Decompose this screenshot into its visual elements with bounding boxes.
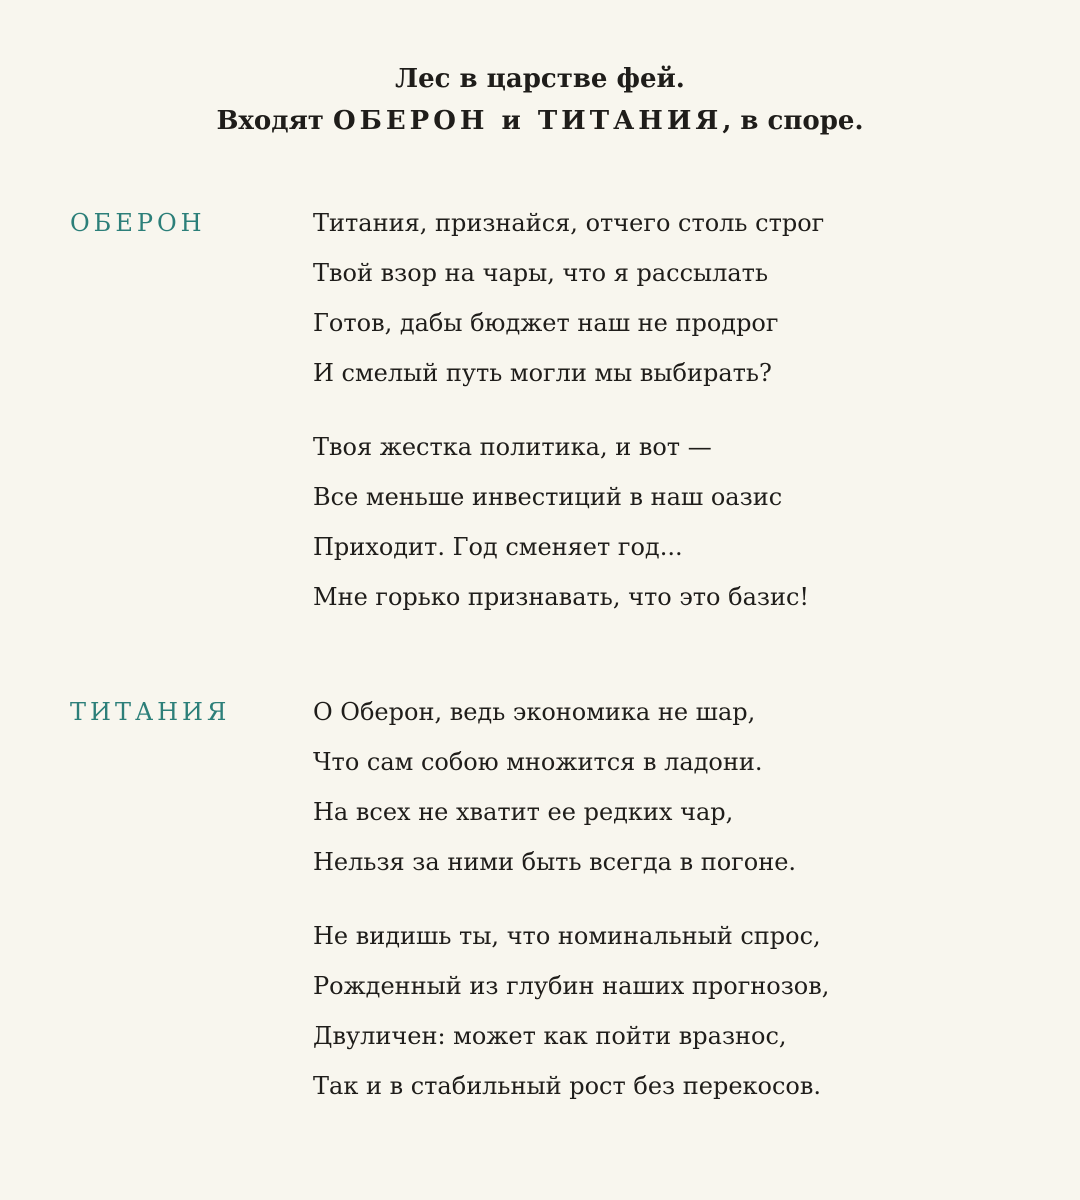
verse-line: О Оберон, ведь экономика не шар,	[313, 698, 756, 726]
verse-line: Твой взор на чары, что я рассылать	[313, 259, 769, 287]
verse-line: Двуличен: может как пойти вразнос,	[313, 1022, 787, 1050]
verse-line: Мне горько признавать, что это базис!	[313, 583, 810, 611]
verse-line: Титания, признайся, отчего столь строг	[313, 209, 825, 237]
stage-direction	[0, 58, 1080, 142]
verse-line: Все меньше инвестиций в наш оазис	[313, 483, 783, 511]
speech-stanzas	[313, 198, 1053, 646]
scene-title: Лес в царстве фей.	[395, 64, 685, 94]
entrance-name-oberon: ОБЕРОН	[332, 106, 489, 136]
stanza	[313, 911, 1053, 1111]
entrance-prefix: Входят	[216, 106, 333, 136]
verse-line: Приходит. Год сменяет год...	[313, 533, 683, 561]
speaker-name: ТИТАНИЯ	[70, 698, 231, 726]
verse-line: Так и в стабильный рост без перекосов.	[313, 1072, 821, 1100]
entrance-line	[0, 100, 1080, 142]
verse-line: Не видишь ты, что номинальный спрос,	[313, 922, 821, 950]
speech-stanzas	[313, 687, 1053, 1135]
verse-line: Рожденный из глубин наших прогнозов,	[313, 972, 830, 1000]
stanza	[313, 198, 1053, 398]
verse-line: На всех не хватит ее редких чар,	[313, 798, 734, 826]
stanza	[313, 687, 1053, 887]
verse-line: Нельзя за ними быть всегда в погоне.	[313, 848, 797, 876]
entrance-suffix: , в споре.	[722, 106, 864, 136]
verse-line: Твоя жестка политика, и вот —	[313, 433, 712, 461]
stanza	[313, 422, 1053, 622]
speaker-name: ОБЕРОН	[70, 209, 206, 237]
verse-line: Что сам собою множится в ладони.	[313, 748, 763, 776]
entrance-conjunction: и	[488, 106, 538, 136]
entrance-name-titania: ТИТАНИЯ	[537, 106, 723, 136]
verse-line: И смелый путь могли мы выбирать?	[313, 359, 772, 387]
verse-line: Готов, дабы бюджет наш не продрог	[313, 309, 779, 337]
